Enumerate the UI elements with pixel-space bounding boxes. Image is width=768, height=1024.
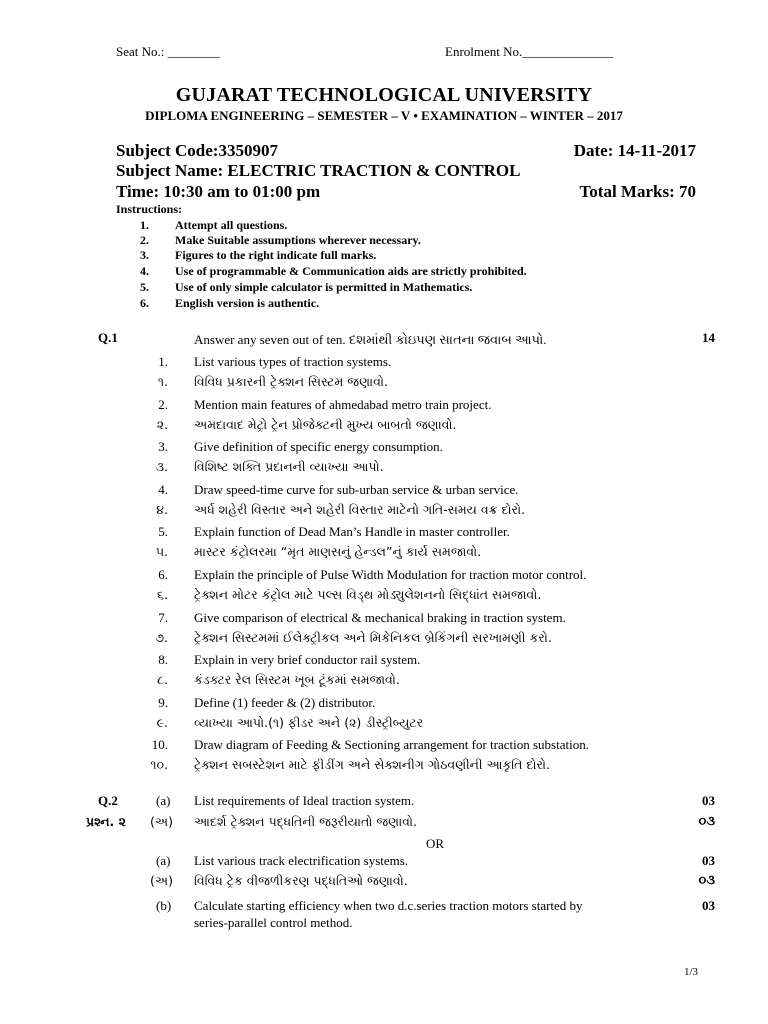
- q2a-label: (a): [156, 793, 171, 808]
- q2a-marks-gujarati: ૦૩: [698, 814, 715, 829]
- item-text: Mention main features of ahmedabad metro train project.: [194, 396, 492, 412]
- university-title: GUJARAT TECHNOLOGICAL UNIVERSITY: [175, 84, 593, 106]
- q2a-alt-text: List various track electrification systems.: [194, 853, 409, 868]
- q2a-alt-text-gujarati: વિવિધ ટ્રેક વીજળીકરણ પદ્ધતિઓ જણાવો.: [194, 873, 408, 888]
- q2a-alt-label-gujarati: (અ): [150, 873, 173, 888]
- item-number: 1.: [158, 354, 168, 369]
- item-number-gujarati: ૯.: [156, 714, 168, 730]
- question-1-instruction: Answer any seven out of ten. દશમાંથી કોઇપણ સાતના જવાબ આપો.: [194, 332, 547, 347]
- item-text-gujarati: અર્ધ શહેરી વિસ્તાર અને શહેરી વિસ્તાર માટેનો ગતિ-સમય વક્ર દોરો.: [194, 501, 526, 517]
- item-number: 2.: [158, 396, 168, 412]
- item-number: 6.: [158, 567, 168, 582]
- question-2-label: Q.2: [98, 793, 118, 808]
- item-text: Draw speed-time curve for sub-urban service & urban service.: [194, 481, 519, 497]
- item-text: Explain function of Dead Man’s Handle in master controller.: [194, 524, 510, 540]
- item-text-gujarati: ટ્રેક્શન સબસ્ટેશન માટે ફીડીંગ અને સેક્શનીગ ગોઠવણીની આકૃતિ દોરો.: [194, 757, 551, 773]
- enrolment-number-field: Enrolment No.______________: [445, 44, 614, 59]
- total-marks: Total Marks: 70: [579, 182, 696, 201]
- question-1-marks: 14: [702, 330, 715, 345]
- item-number: 8.: [158, 652, 168, 668]
- item-text-gujarati: કંડક્ટર રેલ સિસ્ટમ ખૂબ ટૂંકમાં સમજાવો.: [194, 672, 400, 688]
- q2a-label-gujarati: (અ): [150, 814, 173, 829]
- item-number: 4.: [158, 481, 168, 497]
- item-number: 7.: [158, 609, 168, 625]
- exam-date: Date: 14-11-2017: [573, 141, 696, 160]
- or-separator: OR: [425, 836, 445, 851]
- item-number-gujarati: ૪.: [156, 501, 168, 517]
- q2a-alt-marks-gujarati: ૦૩: [698, 873, 715, 888]
- q2a-alt-marks: 03: [702, 853, 715, 868]
- item-text: List various types of traction systems.: [194, 354, 392, 369]
- item-number-gujarati: ૮.: [157, 672, 168, 688]
- exam-time: Time: 10:30 am to 01:00 pm: [116, 182, 321, 201]
- item-number: 5.: [158, 524, 168, 540]
- question-1-label: Q.1: [98, 330, 118, 345]
- exam-subtitle: DIPLOMA ENGINEERING – SEMESTER – V • EXAMINATION – WINTER – 2017: [145, 108, 623, 123]
- q2b-label: (b): [156, 898, 172, 913]
- item-text: Give comparison of electrical & mechanical braking in traction system.: [194, 609, 566, 625]
- item-text: Explain the principle of Pulse Width Modulation for traction motor control.: [194, 567, 587, 582]
- q2b-text-line1: Calculate starting efficiency when two d.c.series traction motors started by: [194, 898, 583, 913]
- q2b-text-line2: series-parallel control method.: [194, 915, 353, 930]
- item-text: Define (1) feeder & (2) distributor.: [194, 694, 376, 710]
- q2b-marks: 03: [702, 898, 715, 913]
- question-2-label-gujarati: પ્રશ્ન. ૨: [86, 814, 126, 829]
- q2a-text-gujarati: આદર્શ ટ્રેક્શન પદ્ધતિની જરૂરીયાતો જણાવો.: [194, 814, 418, 829]
- item-number-gujarati: ૩.: [155, 459, 168, 475]
- item-text-gujarati: ટ્રેક્શન સિસ્ટમમાં ઈલેક્ટ્રીકલ અને મિકેનિકલ બ્રેકિંગની સરખામણી કરો.: [194, 629, 552, 645]
- item-number-gujarati: ૨.: [156, 416, 168, 432]
- item-number-gujarati: ૧૦.: [150, 757, 168, 773]
- item-number-gujarati: ૬.: [157, 587, 168, 602]
- item-text-gujarati: અમદાવાદ મેટ્રો ટ્રેન પ્રોજેક્ટની મુખ્ય બાબતો જણાવો.: [194, 416, 457, 432]
- item-number: 9.: [158, 694, 168, 710]
- item-text-gujarati: માસ્ટર કંટ્રોલરમા “મૃત માણસનું હેન્ડલ”નું કાર્ય સમજાવો.: [194, 544, 482, 560]
- instructions-heading: Instructions:: [116, 202, 183, 216]
- q2a-alt-label: (a): [156, 853, 171, 868]
- subject-name: Subject Name: ELECTRIC TRACTION & CONTROL: [116, 161, 521, 180]
- item-number-gujarati: ૭.: [155, 629, 168, 645]
- seat-number-field: Seat No.: ________: [116, 44, 220, 59]
- item-text: Draw diagram of Feeding & Sectioning arrangement for traction substation.: [194, 737, 589, 753]
- subject-code: Subject Code:3350907: [116, 141, 278, 160]
- item-text-gujarati: વિશિષ્ટ શક્તિ પ્રદાનની વ્યાખ્યા આપો.: [194, 459, 384, 475]
- item-number-gujarati: ૫.: [155, 544, 168, 560]
- item-text: Give definition of specific energy consumption.: [194, 439, 443, 455]
- item-text-gujarati: વ્યાખ્યા આપો.(૧) ફીડર અને (૨) ડીસ્ટ્રીબ્યુટર: [194, 714, 424, 730]
- page-number: 1/3: [683, 966, 698, 978]
- item-number: 10.: [151, 737, 168, 753]
- item-text-gujarati: વિવિધ પ્રકારની ટ્રેક્શન સિસ્ટમ જણાવો.: [194, 374, 388, 389]
- item-text-gujarati: ટ્રેક્શન મોટર કંટ્રોલ માટે પલ્સ વિડ્થ મોડ્યુલેશનનો સિદ્ધાંત સમજાવો.: [194, 587, 542, 602]
- item-number-gujarati: ૧.: [157, 374, 168, 389]
- item-text: Explain in very brief conductor rail system.: [194, 652, 421, 668]
- q2a-marks: 03: [702, 793, 715, 808]
- q2a-text: List requirements of Ideal traction system.: [194, 793, 415, 808]
- item-number: 3.: [158, 439, 168, 455]
